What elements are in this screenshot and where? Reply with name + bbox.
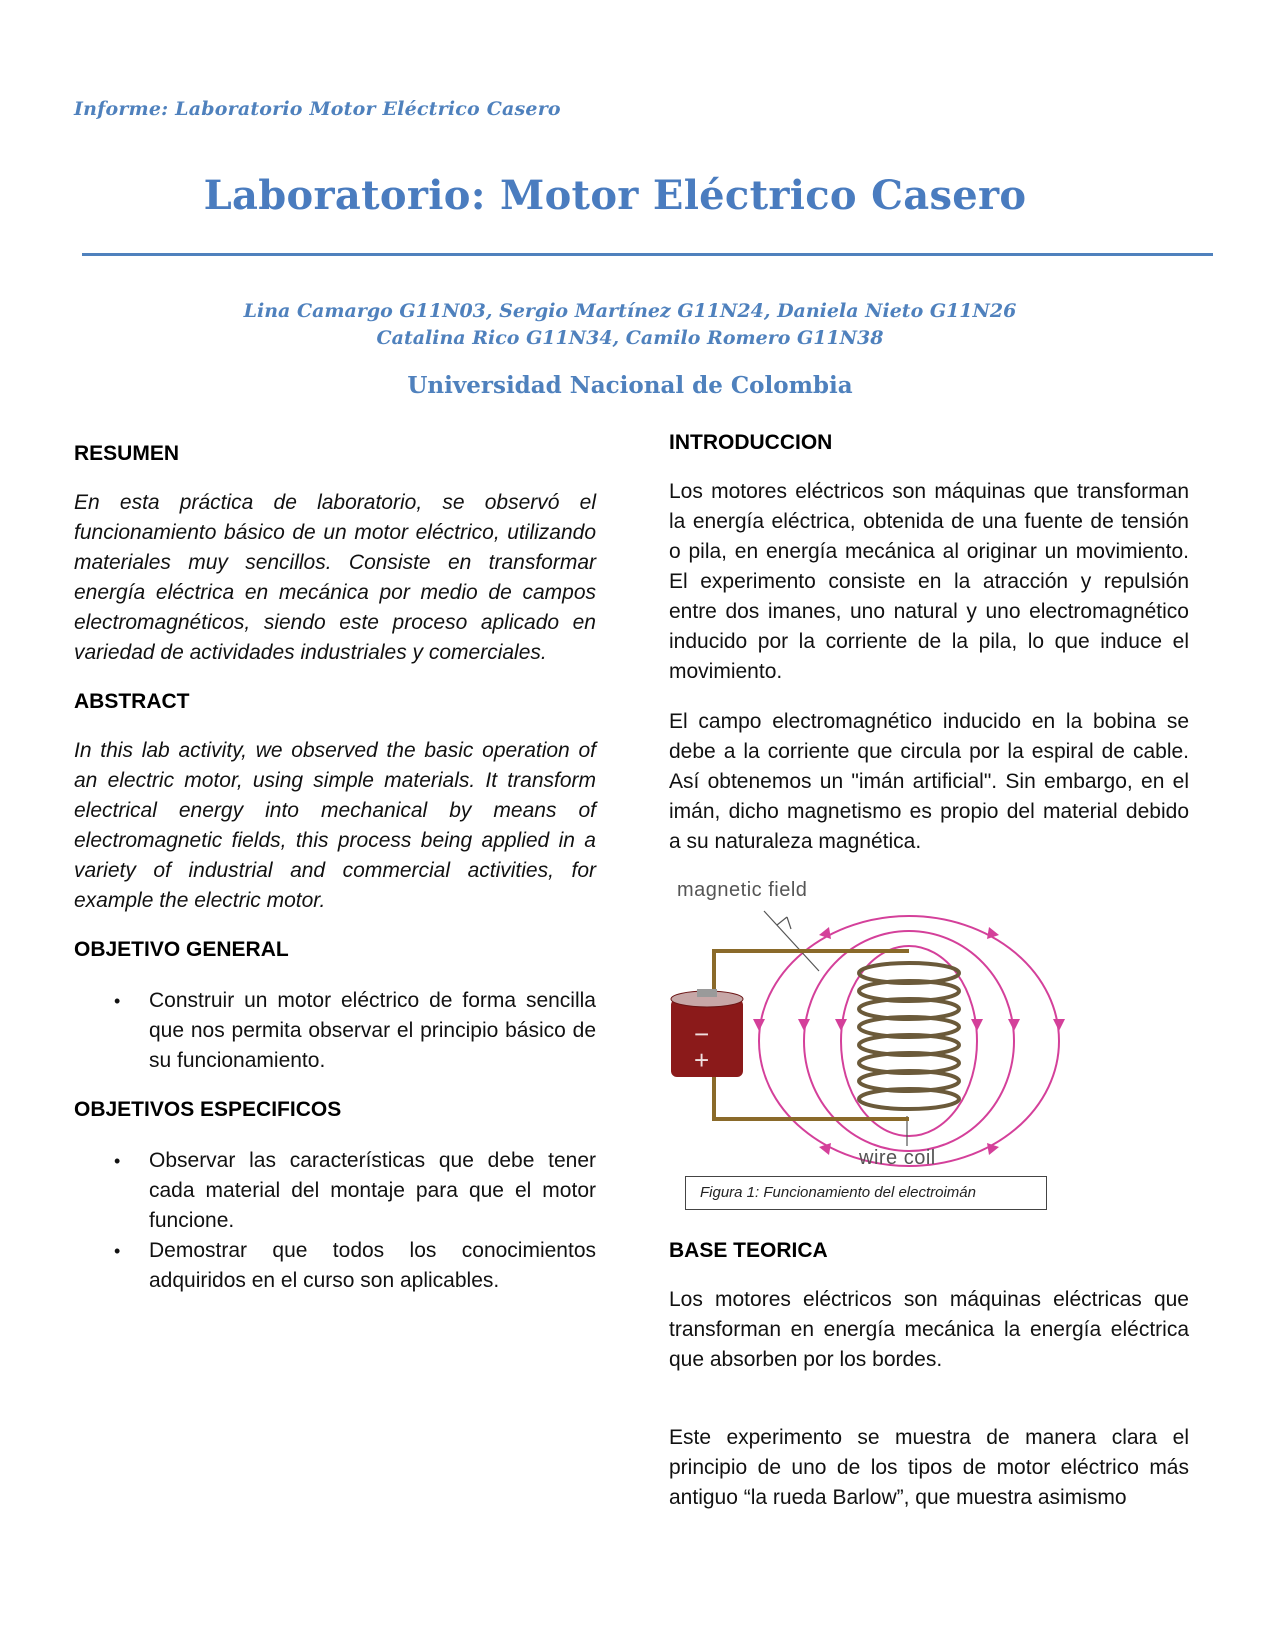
field-lines — [759, 916, 1059, 1166]
abstract-section — [74, 688, 596, 916]
battery-minus-label: − — [694, 1019, 710, 1049]
introduccion-paragraph-1: Los motores eléctricos son máquinas que transforman la energía eléctrica, obtenida de una fuente de tensión o pila, en energía mecánica al originar un movimiento. El experimento consiste en la atracción y repulsión entre dos imanes, uno natural y uno electromagnético inducido por la corriente de la pila, lo que induce el movimiento. — [669, 480, 1189, 683]
objetivos-especificos-list — [74, 1146, 596, 1296]
objetivo-general-list — [74, 986, 596, 1076]
right-column — [669, 429, 1189, 1513]
list-item — [74, 1236, 596, 1296]
running-header: Informe: Laboratorio Motor Eléctrico Casero — [74, 98, 561, 120]
list-item-text: Demostrar que todos los conocimientos adquiridos en el curso son aplicables. — [149, 1239, 596, 1292]
battery-plus-label: + — [694, 1045, 710, 1075]
list-item — [74, 986, 596, 1076]
objetivo-general-section — [74, 936, 596, 1076]
introduccion-heading: INTRODUCCION — [669, 431, 833, 454]
electromagnet-figure — [669, 881, 1069, 1211]
authors-block — [0, 298, 1260, 352]
magnetic-field-label: magnetic field — [677, 879, 808, 901]
authors-line-1: Lina Camargo G11N03, Sergio Martínez G11N24, Daniela Nieto G11N26 — [243, 300, 1017, 322]
left-column — [74, 440, 596, 1296]
authors-line-2: Catalina Rico G11N34, Camilo Romero G11N38 — [376, 327, 884, 349]
introduccion-paragraph-2: El campo electromagnético inducido en la bobina se debe a la corriente que circula por la espiral de cable. Así obtenemos un "imán artificial". Sin embargo, en el imán, dicho magnetismo es propio del material debido a su naturaleza magnética. — [669, 710, 1189, 853]
base-teorica-paragraph-1: Los motores eléctricos son máquinas eléctricas que transforman en energía mecánica la energía eléctrica que absorben por los bordes. — [669, 1288, 1189, 1371]
list-item-text: Observar las características que debe tener cada material del montaje para que el motor funcione. — [149, 1149, 596, 1232]
coil — [859, 963, 959, 1109]
base-teorica-heading: BASE TEORICA — [669, 1239, 828, 1262]
title-divider — [82, 253, 1213, 256]
introduccion-section — [669, 429, 1189, 857]
bullet-icon: • — [114, 1241, 121, 1261]
base-teorica-paragraph-2: Este experimento se muestra de manera clara el principio de uno de los tipos de motor eléctrico más antiguo “la rueda Barlow”, que muestra asimismo — [669, 1426, 1189, 1509]
abstract-heading: ABSTRACT — [74, 690, 190, 713]
resumen-heading: RESUMEN — [74, 442, 180, 465]
abstract-text: In this lab activity, we observed the basic operation of an electric motor, using simple materials. It transform electrical energy into mechanical by means of electromagnetic fields, this process being applied in a variety of industrial and commercial activities, for example the electric motor. — [74, 739, 596, 912]
bullet-icon: • — [114, 991, 121, 1011]
objetivos-especificos-section — [74, 1096, 596, 1296]
resumen-section — [74, 440, 596, 668]
resumen-text: En esta práctica de laboratorio, se observó el funcionamiento básico de un motor eléctrico, utilizando materiales muy sencillos. Consiste en transformar energía eléctrica en mecánica por medio de campos electromagnéticos, siendo este proceso aplicado en variedad de actividades industriales y comerciales. — [74, 491, 596, 664]
affiliation: Universidad Nacional de Colombia — [407, 372, 853, 399]
wire-coil-label: wire coil — [859, 1147, 936, 1169]
list-item-text: Construir un motor eléctrico de forma sencilla que nos permita observar el principio básico de su funcionamiento. — [149, 989, 596, 1072]
objetivos-especificos-heading: OBJETIVOS ESPECIFICOS — [74, 1098, 342, 1121]
figure-caption: Figura 1: Funcionamiento del electroimán — [685, 1176, 1047, 1210]
electromagnet-diagram — [669, 881, 1069, 1181]
objetivo-general-heading: OBJETIVO GENERAL — [74, 938, 289, 961]
base-teorica-section — [669, 1237, 1189, 1513]
bullet-icon: • — [114, 1151, 121, 1171]
list-item — [74, 1146, 596, 1236]
document-title: Laboratorio: Motor Eléctrico Casero — [203, 172, 1027, 219]
